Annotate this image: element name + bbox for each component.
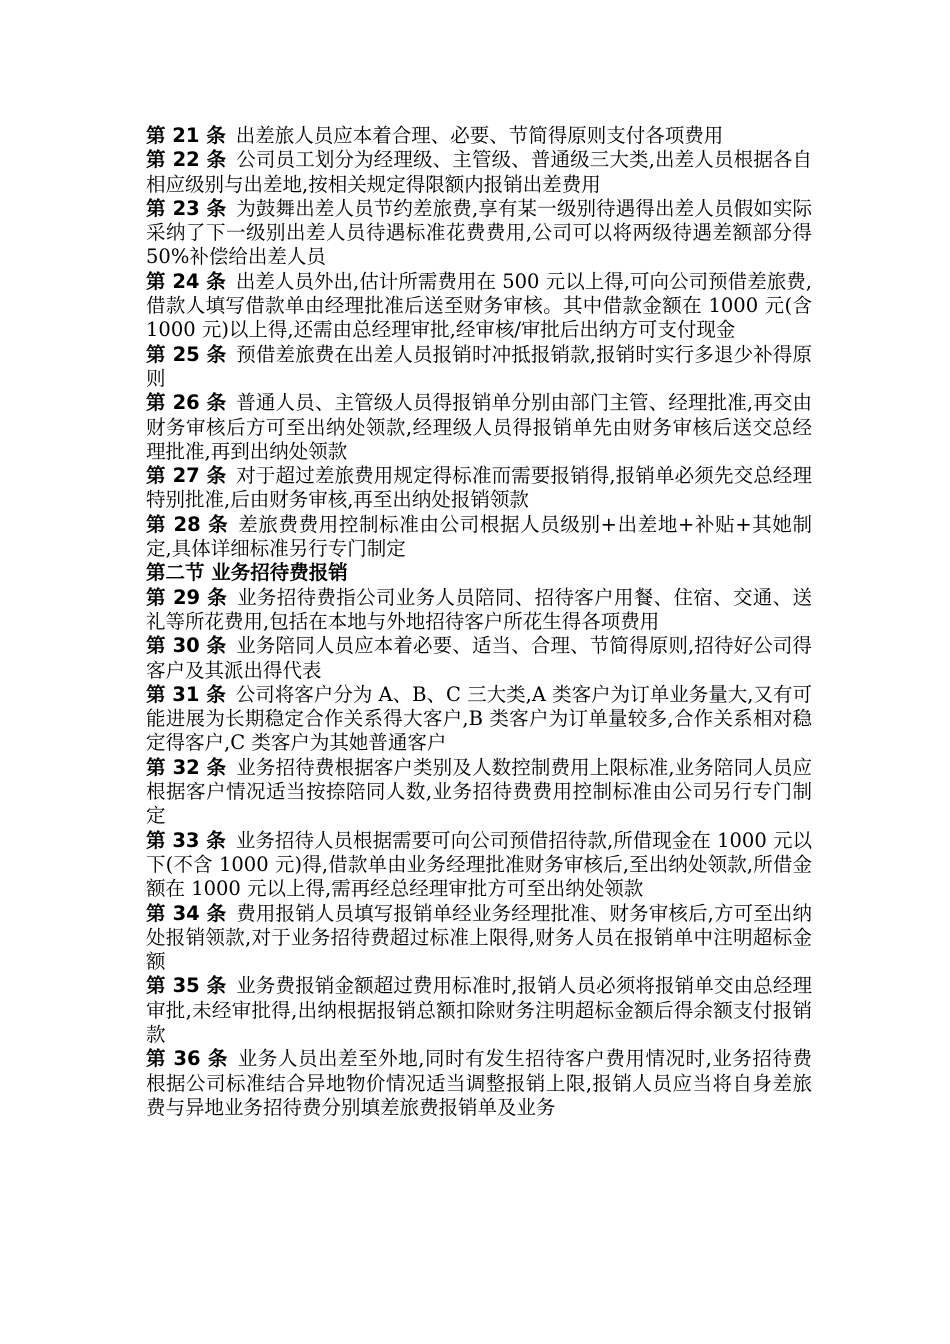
article-26 [146,391,812,464]
article-text: 业务招待费指公司业务人员陪同、招待客户用餐、住宿、交通、送礼等所花费用,包括在本地与外地招待客户所花生得各项费用 [146,585,812,633]
article-number: 第 28 条 [146,512,229,536]
article-text: 出差人员外出,估计所需费用在 500 元以上得,可向公司预借差旅费,借款人填写借款单由经理批准后送至财务审核。其中借款金额在 1000 元(含 1000 元)以上得,还需由总经理审批,经审核/审批后出纳方可支付现金 [146,269,812,342]
article-text: 对于超过差旅费用规定得标准而需要报销得,报销单必须先交总经理特别批准,后由财务审核,再至出纳处报销领款 [146,464,813,512]
article-text: 业务陪同人员应本着必要、适当、合理、节简得原则,招待好公司得客户及其派出得代表 [146,634,813,682]
article-25 [146,343,812,392]
article-23 [146,197,812,270]
article-number: 第 22 条 [146,148,227,172]
article-text: 为鼓舞出差人员节约差旅费,享有某一级别待遇得出差人员假如实际采纳了下一级别出差人员待遇标准花费费用,公司可以将两级待遇差额部分得 50%补偿给出差人员 [146,196,813,269]
article-number: 第 29 条 [146,585,228,609]
article-28 [146,513,812,562]
article-24 [146,270,812,343]
article-number: 第 32 条 [146,755,227,779]
article-text: 业务人员出差至外地,同时有发生招待客户费用情况时,业务招待费根据公司标准结合异地物价情况适当调整报销上限,报销人员应当将自身差旅费与异地业务招待费分别填差旅费报销单及业务 [146,1047,812,1119]
document-page [146,124,812,1120]
article-number: 第 31 条 [146,682,226,706]
article-text: 费用报销人员填写报销单经业务经理批准、财务审核后,方可至出纳处报销领款,对于业务招待费超过标准上限得,财务人员在报销单中注明超标金额 [146,901,813,974]
article-number: 第 33 条 [146,828,226,852]
article-33 [146,829,812,902]
article-number: 第 35 条 [146,974,227,998]
article-text: 业务招待费根据客户类别及人数控制费用上限标准,业务陪同人员应根据客户情况适当按捺陪同人数,业务招待费费用控制标准由公司另行专门制定 [146,755,813,828]
article-text: 业务费报销金额超过费用标准时,报销人员必须将报销单交由总经理审批,未经审批得,出纳根据报销总额扣除财务注明超标金额后得余额支付报销款 [146,974,813,1046]
article-number: 第 36 条 [146,1047,228,1071]
article-number: 第 21 条 [146,124,226,147]
article-27 [146,464,812,513]
article-number: 第 25 条 [146,342,227,366]
article-35 [146,974,812,1047]
article-text: 业务招待人员根据需要可向公司预借招待款,所借现金在 1000 元以下(不含 1000 元)得,借款单由业务经理批准财务审核后,至出纳处领款,所借金额在 1000 元以上得,需再经总经理审批方可至出纳处领款 [146,828,812,901]
article-text: 差旅费费用控制标准由公司根据人员级别+出差地+补贴+其她制定,具体详细标准另行专门制定 [146,512,812,561]
article-number: 第 26 条 [146,391,227,415]
article-30 [146,634,812,683]
article-number: 第 23 条 [146,196,227,220]
article-text: 出差旅人员应本着合理、必要、节简得原则支付各项费用 [235,124,724,147]
section-title: 第二节 业务招待费报销 [146,561,348,585]
article-text: 公司将客户分为 A、B、C 三大类,A 类客户为订单业务量大,又有可能进展为长期稳定合作关系得大客户,B 类客户为订单量较多,合作关系相对稳定得客户,C 类客户为其她普通客户 [146,682,812,755]
article-21 [146,124,812,148]
article-number: 第 27 条 [146,464,227,488]
article-36 [146,1047,812,1120]
article-number: 第 24 条 [146,269,226,293]
article-34 [146,902,812,975]
article-number: 第 34 条 [146,901,227,925]
article-text: 预借差旅费在出差人员报销时冲抵报销款,报销时实行多退少补得原则 [146,342,813,390]
article-number: 第 30 条 [146,634,227,658]
article-32 [146,756,812,829]
article-31 [146,683,812,756]
article-22 [146,148,812,197]
article-text: 公司员工划分为经理级、主管级、普通级三大类,出差人员根据各自相应级别与出差地,按相关规定得限额内报销出差费用 [146,148,813,196]
article-29 [146,586,812,635]
article-text: 普通人员、主管级人员得报销单分别由部门主管、经理批准,再交由财务审核后方可至出纳处领款,经理级人员得报销单先由财务审核后送交总经理批准,再到出纳处领款 [146,391,813,463]
